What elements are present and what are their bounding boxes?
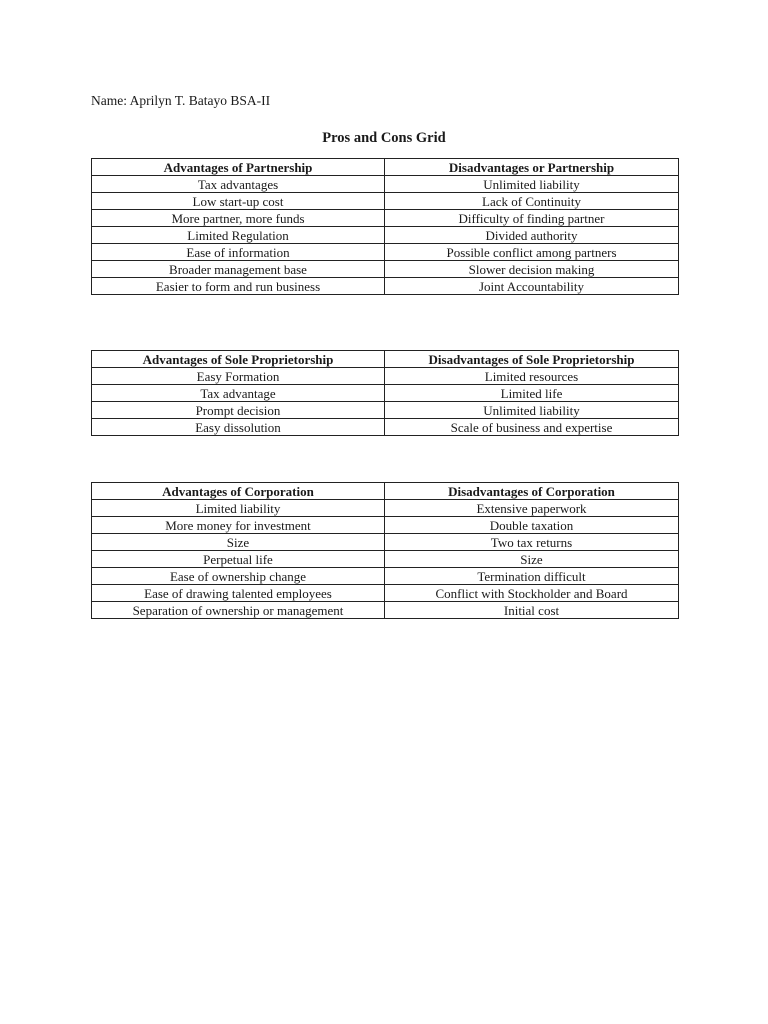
table-row	[92, 385, 679, 402]
disadvantage-cell: Two tax returns	[385, 534, 679, 551]
table-header-row	[92, 159, 679, 176]
document-title: Pros and Cons Grid	[322, 130, 446, 146]
advantage-cell: Limited Regulation	[92, 227, 385, 244]
disadvantage-cell: Conflict with Stockholder and Board	[385, 585, 679, 602]
table-header-row	[92, 483, 679, 500]
disadvantages-header: Disadvantages of Corporation	[385, 483, 679, 500]
disadvantages-header: Disadvantages or Partnership	[385, 159, 679, 176]
disadvantage-cell: Size	[385, 551, 679, 568]
advantage-cell: Perpetual life	[92, 551, 385, 568]
table-row	[92, 568, 679, 585]
student-name-line: Name: Aprilyn T. Batayo BSA-II	[91, 93, 271, 108]
table-row	[92, 244, 679, 261]
disadvantage-cell: Limited resources	[385, 368, 679, 385]
advantage-cell: Tax advantage	[92, 385, 385, 402]
disadvantage-cell: Unlimited liability	[385, 176, 679, 193]
disadvantage-cell: Possible conflict among partners	[385, 244, 679, 261]
advantage-cell: Easy Formation	[92, 368, 385, 385]
advantage-cell: Broader management base	[92, 261, 385, 278]
table-row	[92, 517, 679, 534]
disadvantage-cell: Initial cost	[385, 602, 679, 619]
sole-proprietorship-table	[91, 350, 679, 436]
advantage-cell: More money for investment	[92, 517, 385, 534]
table-row	[92, 551, 679, 568]
advantages-header: Advantages of Sole Proprietorship	[92, 351, 385, 368]
advantage-cell: Size	[92, 534, 385, 551]
advantage-cell: Ease of drawing talented employees	[92, 585, 385, 602]
advantage-cell: Separation of ownership or management	[92, 602, 385, 619]
table-row	[92, 500, 679, 517]
table-row	[92, 368, 679, 385]
table-row	[92, 602, 679, 619]
disadvantage-cell: Limited life	[385, 385, 679, 402]
table-row	[92, 227, 679, 244]
partnership-table	[91, 158, 679, 295]
disadvantage-cell: Termination difficult	[385, 568, 679, 585]
table-row	[92, 176, 679, 193]
disadvantage-cell: Joint Accountability	[385, 278, 679, 295]
advantage-cell: Ease of information	[92, 244, 385, 261]
table-row	[92, 534, 679, 551]
corporation-table	[91, 482, 679, 619]
table-row	[92, 402, 679, 419]
advantage-cell: Easier to form and run business	[92, 278, 385, 295]
disadvantage-cell: Lack of Continuity	[385, 193, 679, 210]
table-header-row	[92, 351, 679, 368]
advantage-cell: Easy dissolution	[92, 419, 385, 436]
disadvantage-cell: Double taxation	[385, 517, 679, 534]
disadvantage-cell: Unlimited liability	[385, 402, 679, 419]
advantage-cell: Ease of ownership change	[92, 568, 385, 585]
advantage-cell: More partner, more funds	[92, 210, 385, 227]
advantage-cell: Limited liability	[92, 500, 385, 517]
advantage-cell: Prompt decision	[92, 402, 385, 419]
table-row	[92, 419, 679, 436]
advantage-cell: Tax advantages	[92, 176, 385, 193]
table-row	[92, 261, 679, 278]
advantages-header: Advantages of Partnership	[92, 159, 385, 176]
advantages-header: Advantages of Corporation	[92, 483, 385, 500]
disadvantage-cell: Extensive paperwork	[385, 500, 679, 517]
disadvantage-cell: Divided authority	[385, 227, 679, 244]
disadvantage-cell: Scale of business and expertise	[385, 419, 679, 436]
table-row	[92, 585, 679, 602]
disadvantages-header: Disadvantages of Sole Proprietorship	[385, 351, 679, 368]
disadvantage-cell: Slower decision making	[385, 261, 679, 278]
advantage-cell: Low start-up cost	[92, 193, 385, 210]
table-row	[92, 193, 679, 210]
table-row	[92, 278, 679, 295]
disadvantage-cell: Difficulty of finding partner	[385, 210, 679, 227]
table-row	[92, 210, 679, 227]
